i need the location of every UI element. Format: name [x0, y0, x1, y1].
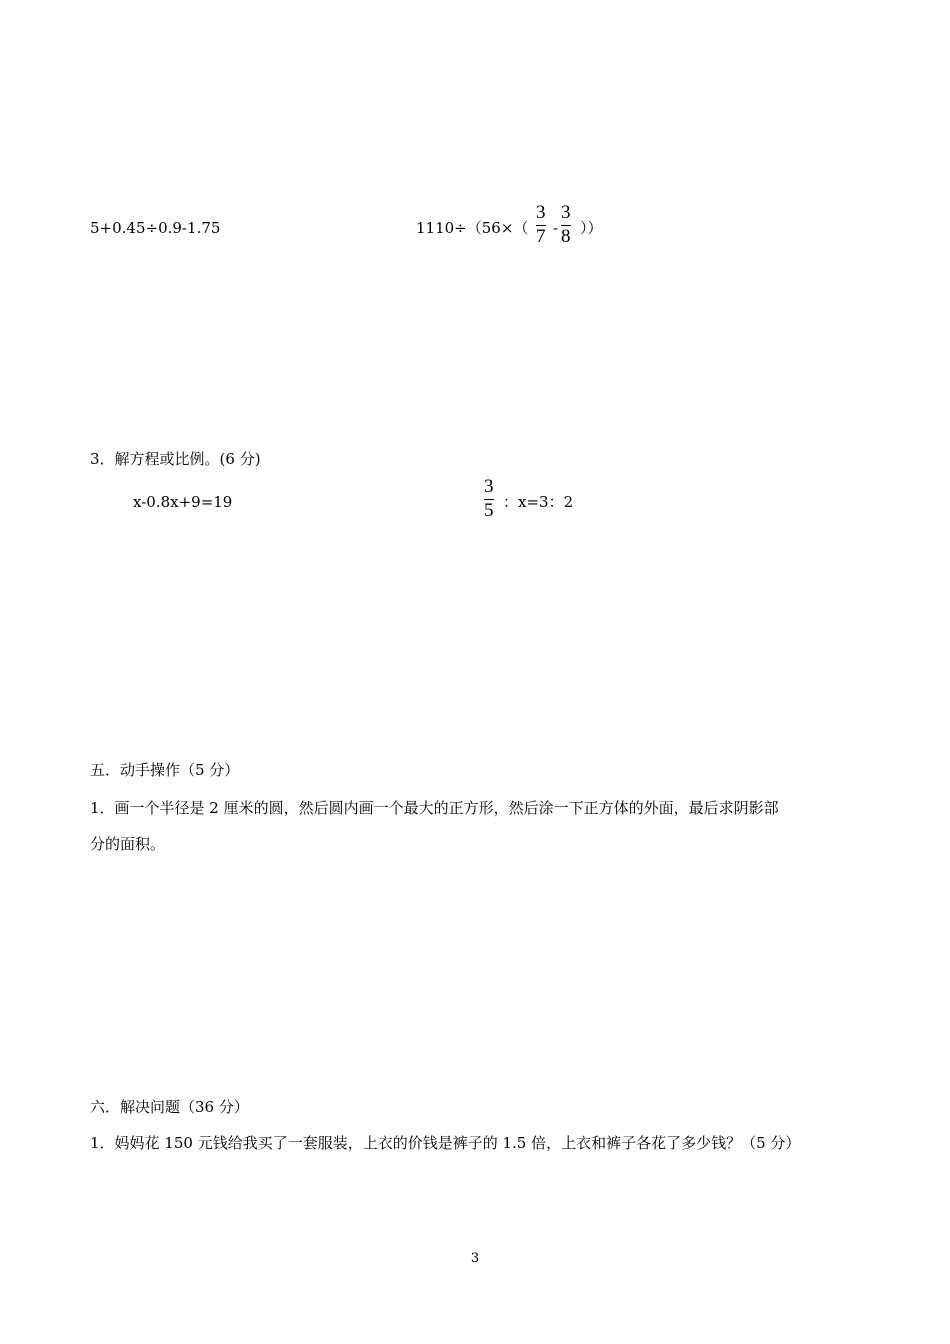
- section-5-question-1-line-2: 分的面积。: [90, 835, 166, 853]
- page-number: 3: [470, 1251, 480, 1266]
- calc-expression-1: 5+0.45÷0.9-1.75: [90, 219, 221, 237]
- fraction-denominator: 5: [484, 500, 494, 521]
- calc-expression-2-prefix: 1110÷（56×（: [416, 219, 529, 237]
- calc-expression-2-suffix: ））: [580, 219, 603, 237]
- fraction-3-8: [561, 203, 571, 247]
- fraction-3-7: [536, 203, 546, 247]
- proportion-suffix: ：x=3：2: [503, 493, 574, 511]
- section-6-question-1: 1．妈妈花 150 元钱给我买了一套服装，上衣的价钱是裤子的 1.5 倍，上衣和裤子各花了多少钱？（5 分）: [90, 1134, 801, 1152]
- equation-1: x-0.8x+9=19: [133, 493, 233, 511]
- section-5-heading: 五．动手操作（5 分）: [90, 761, 240, 779]
- section-6-heading: 六．解决问题（36 分）: [90, 1098, 249, 1116]
- q3-heading: 3．解方程或比例。(6 分): [90, 450, 261, 468]
- fraction-numerator: 3: [536, 202, 546, 223]
- fraction-3-5: [484, 477, 494, 521]
- fraction-denominator: 8: [561, 226, 571, 247]
- minus-sign: -: [553, 219, 559, 237]
- fraction-numerator: 3: [484, 476, 494, 497]
- fraction-numerator: 3: [561, 202, 571, 223]
- section-5-question-1-line-1: 1．画一个半径是 2 厘米的圆，然后圆内画一个最大的正方形，然后涂一下正方体的外面，最后求阴影部: [90, 799, 779, 817]
- fraction-denominator: 7: [536, 226, 546, 247]
